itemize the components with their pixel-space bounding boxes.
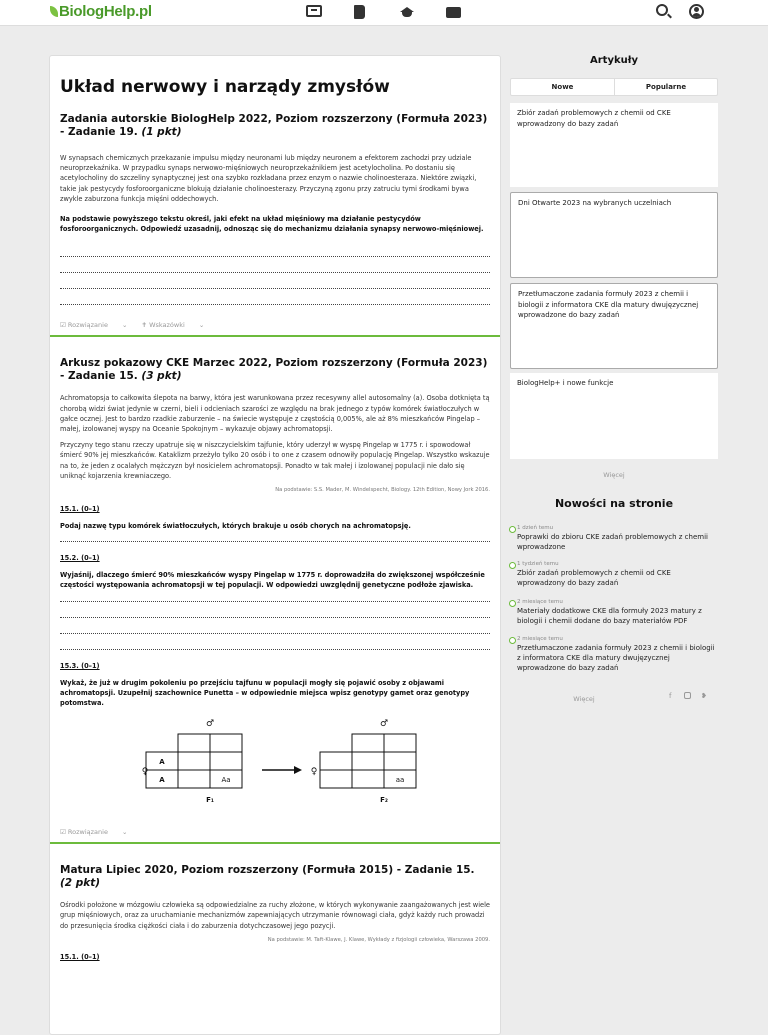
news-item[interactable]	[509, 636, 717, 674]
task-question: Na podstawie powyższego tekstu określ, jaki efekt na układ mięśniowy ma działanie pestycydów fosforoorganicznych. Odpowiedź uzasadnij, odnosząc się do mechanizmu działania synapsy nerwowo-mięśniowej.	[60, 215, 484, 234]
news-item[interactable]	[509, 561, 717, 588]
answer-line[interactable]	[60, 649, 490, 650]
subtask-question: Wykaż, że już w drugim pokoleniu po przejściu tajfunu w populacji mogły się pojawić osoby z objawami achromatopsji. Uzupełnij szachownice Punetta – w odpowiednie miejsca wpisz genotypy gamet oraz genotypy potomstwa.	[60, 678, 470, 708]
task-intro: Achromatopsja to całkowita ślepota na barwy, która jest warunkowana przez recesywny allel autosomalny (a). Osoba dotknięta tą chorobą widzi świat jedynie w czerni, bieli i odcieniach szarości ze względu na brak jednego z typów komórek światłoczułych w gałce ocznej. Jest to bardzo rzadkie zaburzenie – na świecie występuje z częstością 0,005%, ale aż 8% mieszkańców Pingelap – małej, izolowanej wyspy na Oceanie Spokojnym – wykazuje objawy achromatopsji.	[60, 394, 490, 434]
answer-line[interactable]	[60, 617, 490, 618]
answer-line[interactable]	[60, 288, 490, 289]
answer-line[interactable]	[60, 256, 490, 257]
arrow-head	[294, 766, 302, 774]
articles-tabs	[510, 78, 718, 96]
subtask-label: 15.1. (0–1)	[60, 952, 100, 961]
f1-genotype[interactable]: Aa	[221, 776, 231, 785]
f2-genotype[interactable]: aa	[395, 776, 405, 785]
task-card	[50, 113, 500, 337]
task-source: Na podstawie: S.S. Mader, M. Windelspecht, Biology. 12th Edition, Nowy Jork 2016.	[275, 487, 490, 494]
hints-toggle[interactable]: ✝ Wskazówki ⌄	[141, 321, 205, 330]
instagram-icon[interactable]	[684, 692, 691, 699]
f1-gamete: A	[159, 758, 165, 767]
divider	[50, 335, 500, 337]
subtask-label: 15.1. (0–1)	[60, 505, 100, 514]
tab-new[interactable]: Nowe	[511, 79, 615, 95]
male-symbol: ♂	[379, 719, 389, 730]
news-more-link[interactable]: Więcej	[573, 695, 595, 703]
news-text: Przetłumaczone zadania formuły 2023 z chemii i biologii z informatora CKE dla matury dwujęzycznej wprowadzone do bazy zadań	[517, 644, 715, 673]
news-time: 1 tydzień temu	[509, 561, 717, 567]
solution-toggle[interactable]: ☑ Rozwiązanie ⌄	[60, 828, 128, 837]
news-time: 2 miesiące temu	[509, 636, 717, 642]
article-card[interactable]	[510, 103, 718, 187]
news-title: Nowości na stronie	[554, 497, 674, 510]
punnett-diagram	[60, 714, 492, 814]
tab-popular[interactable]: Popularne	[645, 83, 687, 91]
female-symbol: ♀	[141, 767, 149, 778]
article-title: BiologHelp+ i nowe funkcje	[517, 379, 614, 387]
news-text: Materiały dodatkowe CKE dla formuły 2023 matury z biologii i chemii dodane do bazy materiałów PDF	[517, 607, 702, 626]
articles-more-link[interactable]: Więcej	[603, 471, 625, 479]
f1-label: F₁	[206, 796, 214, 805]
twitter-icon[interactable]: ❥	[700, 692, 707, 700]
subtask-label: 15.3. (0–1)	[60, 661, 100, 670]
task-actions	[60, 828, 490, 842]
graduation-cap-icon[interactable]	[398, 7, 416, 17]
male-symbol: ♂	[205, 719, 215, 730]
answer-line[interactable]	[60, 601, 490, 602]
search-icon[interactable]	[656, 4, 668, 16]
news-item[interactable]	[509, 599, 717, 626]
subtask-question: Podaj nazwę typu komórek światłoczułych, których brakuje u osób chorych na achromatopsję.	[60, 522, 411, 531]
subtask-label: 15.2. (0–1)	[60, 554, 100, 563]
logo-leaf-icon	[50, 6, 58, 17]
articles-title: Artykuły	[590, 55, 638, 66]
envelope-icon[interactable]	[446, 7, 461, 18]
article-card[interactable]	[510, 192, 718, 278]
subtask-question: Wyjaśnij, dlaczego śmierć 90% mieszkańców wyspy Pingelap w 1775 r. doprowadziła do zwiększonej współcześnie częstości występowania achromatopsji w tej populacji. W odpowiedzi uwzględnij genetyczne podłoże zjawiska.	[60, 571, 485, 590]
article-card[interactable]	[510, 283, 718, 369]
task-source: Na podstawie: M. Taft-Klawe, J. Klawe, Wykłady z fizjologii człowieka, Warszawa 2009.	[267, 936, 490, 943]
news-text: Zbiór zadań problemowych z chemii od CKE wprowadzony do bazy zadań	[517, 569, 671, 588]
article-card[interactable]	[510, 373, 718, 459]
task-card	[50, 357, 500, 844]
newspaper-icon[interactable]	[306, 5, 322, 17]
task-intro: Ośrodki położone w mózgowiu człowieka są odpowiedzialne za ruchy złożone, w których wykonywanie zaangażowanych jest wiele grup mięśniowych, oraz za uruchamianie mechanizmów zapewniających utrzymanie równowagi ciała, gdyż każdy ruch prowadzi do przesunięcia środka ciężkości ciała i do zaburzenia dotychczasowej jego pozycji.	[60, 901, 490, 930]
social-links	[669, 692, 707, 700]
task-intro: W synapsach chemicznych przekazanie impulsu między neuronami lub między neuronem a efektorem zachodzi przy udziale neuroprzekaźnika. W przypadku synaps nerwowo-mięśniowych neuroprzekaźnikiem jest acetylocholina. Po dostaniu się acetylocholiny do szczeliny synaptycznej jest ona szybko rozkładana przez enzym o nazwie cholinoesteraza. Niektóre związki, takie jak pestycydy fosforoorganiczne blokują działanie cholinoesterazy. Przyczyną zgonu przy zatruciu tymi środkami bywa zwykle zaburzona funkcja mięśni oddechowych.	[60, 154, 477, 203]
news-time: 1 dzień temu	[509, 525, 717, 531]
site-logo[interactable]: BiologHelp.pl	[50, 3, 152, 20]
news-text: Poprawki do zbioru CKE zadań problemowych z chemii wprowadzone	[517, 533, 708, 552]
divider	[50, 842, 500, 844]
task-title: Arkusz pokazowy CKE Marzec 2022, Poziom rozszerzony (Formuła 2023) - Zadanie 15. (3 pkt)	[60, 357, 488, 383]
news-item[interactable]	[509, 525, 717, 552]
news-time: 2 miesiące temu	[509, 599, 717, 605]
user-icon[interactable]	[689, 4, 704, 19]
article-title: Dni Otwarte 2023 na wybranych uczelniach	[518, 199, 672, 207]
facebook-icon[interactable]: f	[669, 692, 672, 700]
f1-gamete: A	[159, 776, 165, 785]
main-content	[49, 55, 501, 1035]
f2-label: F₂	[380, 796, 388, 805]
answer-line[interactable]	[60, 633, 490, 634]
answer-line[interactable]	[60, 272, 490, 273]
task-intro: Przyczyny tego stanu rzeczy upatruje się w niszczycielskim tajfunie, który uderzył w wyspę Pingelap w 1775 r. i spowodował śmierć 90% jej mieszkańców. Kataklizm przeżyło tylko 20 osób i to one z czasem odnowiły populację Pingelap. Wszystko wskazuje na to, że jeden z ocalałych mężczyzn był nosicielem achromatopsji. Ponadto w tak małej i izolowanej populacji nie dało się uniknąć kojarzenia krewniaczego.	[60, 441, 490, 480]
sidebar	[509, 55, 719, 703]
answer-line[interactable]	[60, 541, 490, 542]
top-navbar	[0, 0, 768, 26]
book-icon[interactable]	[354, 5, 365, 19]
task-actions	[60, 321, 490, 335]
task-card	[50, 864, 500, 961]
article-title: Przetłumaczone zadania formuły 2023 z chemii i biologii z informatora CKE dla matury dwujęzycznej wprowadzone do bazy zadań	[518, 290, 699, 319]
answer-line[interactable]	[60, 304, 490, 305]
task-title: Zadania autorskie BiologHelp 2022, Poziom rozszerzony (Formuła 2023) - Zadanie 19. (1 pkt)	[60, 113, 488, 138]
task-title: Matura Lipiec 2020, Poziom rozszerzony (Formuła 2015) - Zadanie 15. (2 pkt)	[60, 864, 475, 890]
female-symbol: ♀	[310, 767, 318, 778]
article-title: Zbiór zadań problemowych z chemii od CKE wprowadzony do bazy zadań	[517, 109, 671, 128]
solution-toggle[interactable]: ☑ Rozwiązanie ⌄	[60, 321, 128, 330]
page-title: Układ nerwowy i narządy zmysłów	[60, 77, 390, 97]
